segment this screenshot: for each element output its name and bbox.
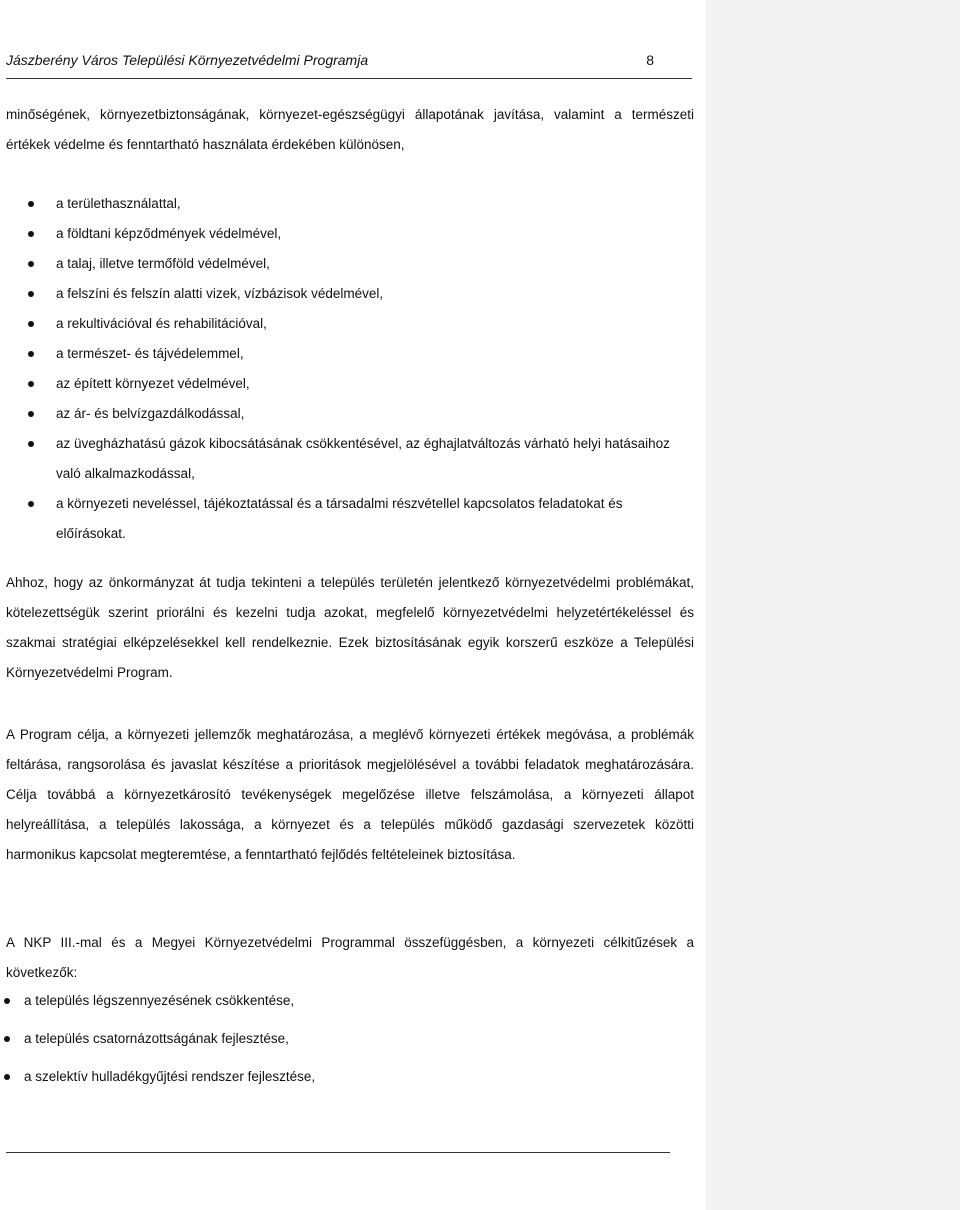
intro-paragraph: minőségének, környezetbiztonságának, környezet-egészségügyi állapotának javítása, valamint a természeti értékek védelme és fenntartható használata érdekében különösen, [6,107,694,152]
list-item: az épített környezet védelmével, [56,369,696,399]
page-header [6,52,692,68]
list-item: a rekultivációval és rehabilitációval, [56,309,696,339]
list-item: a területhasználattal, [56,189,696,219]
list-item: a település légszennyezésének csökkentése, [24,986,694,1016]
list-item: a talaj, illetve termőföld védelmével, [56,249,696,279]
list-item: az üvegházhatású gázok kibocsátásának csökkentésével, az éghajlatváltozás várható helyi hatásaihoz való alkalmazkodással, [56,429,696,489]
list-item: a természet- és tájvédelemmel, [56,339,696,369]
list-item: a földtani képződmények védelmével, [56,219,696,249]
bullet-list-goals [24,986,694,1100]
body-paragraph-2: A Program célja, a környezeti jellemzők meghatározása, a meglévő környezeti értékek megóvása, a problémák feltárása, rangsorolása és javaslat készítése a prioritások megjelölésével a további feladatok meghatározására. Célja továbbá a környezetkárosító tevékenységek megelőzése illetve felszámolása, a környezeti állapot helyreállítása, a település lakossága, a környezet és a település működő gazdasági szervezetek közötti harmonikus kapcsolat megteremtése, a fenntartható fejlődés feltételeinek biztosítása. [6,727,694,862]
comment-pane [706,0,960,1210]
list-item: a felszíni és felszín alatti vizek, vízbázisok védelmével, [56,279,696,309]
body-paragraph-3: A NKP III.-mal és a Megyei Környezetvédelmi Programmal összefüggésben, a környezeti célkitűzések a következők: [6,935,694,980]
list-item: a környezeti neveléssel, tájékoztatással és a társadalmi részvétellel kapcsolatos feladatokat és előírásokat. [56,489,696,549]
header-divider [6,78,692,79]
list-item: a szelektív hulladékgyűjtési rendszer fejlesztése, [24,1062,694,1092]
header-title: Jászberény Város Települési Környezetvédelmi Programja [6,52,369,68]
list-item: a település csatornázottságának fejlesztése, [24,1024,694,1054]
bullet-list-areas [56,189,696,549]
body-paragraph-1: Ahhoz, hogy az önkormányzat át tudja tekinteni a település területén jelentkező környezetvédelmi problémákat, kötelezettségük szerint priorálni és kezelni tudja azokat, megfelelő környezetvédelmi helyzetértékeléssel és szakmai stratégiai elképzelésekkel kell rendelkeznie. Ezek biztosításának egyik korszerű eszköze a Települési Környezetvédelmi Program. [6,575,694,680]
list-item: az ár- és belvízgazdálkodással, [56,399,696,429]
page-number: 8 [646,52,654,68]
footer-divider [6,1152,670,1153]
